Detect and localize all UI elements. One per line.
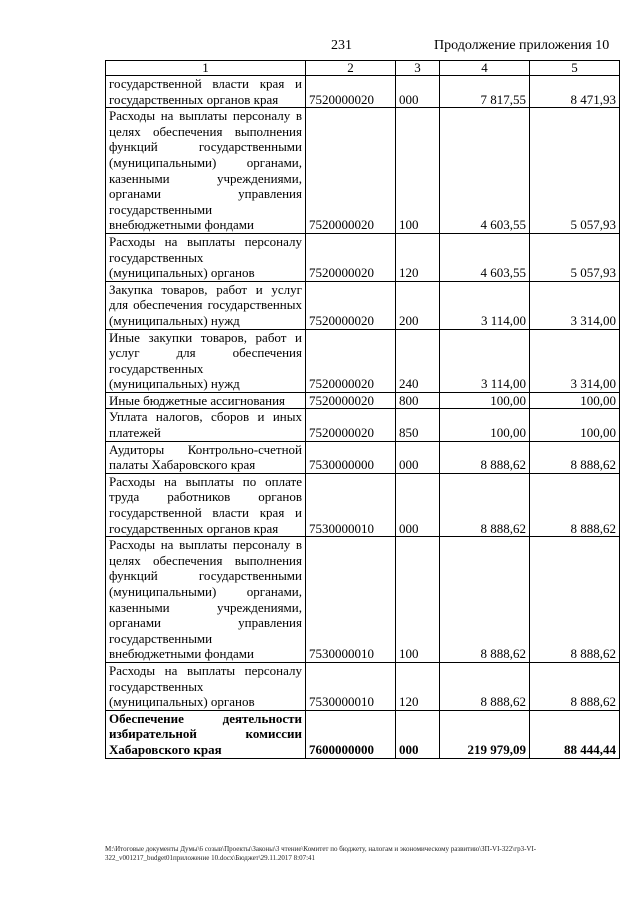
row-code-cell: 7520000020 xyxy=(306,329,396,392)
row-code-cell: 7530000010 xyxy=(306,662,396,710)
row-code-cell: 7520000020 xyxy=(306,409,396,441)
row-name-cell: Обеспечение деятельности избирательной комиссии Хабаровского края xyxy=(106,710,306,758)
row-code-cell: 7520000020 xyxy=(306,392,396,409)
column-header-4: 4 xyxy=(440,61,530,76)
row-amount-2018-cell: 8 888,62 xyxy=(440,473,530,536)
row-type-cell: 100 xyxy=(396,537,440,663)
row-name-cell: Расходы на выплаты персоналу государственных (муниципальных) органов xyxy=(106,233,306,281)
row-name-cell: Аудиторы Контрольно-счетной палаты Хабаровского края xyxy=(106,441,306,473)
row-type-cell: 240 xyxy=(396,329,440,392)
row-amount-2019-cell: 3 314,00 xyxy=(530,281,620,329)
row-name-cell: Иные закупки товаров, работ и услуг для обеспечения государственных (муниципальных) нужд xyxy=(106,329,306,392)
row-amount-2018-cell: 100,00 xyxy=(440,392,530,409)
document-path-footer: M:\Итоговые документы Думы\6 созыв\Проекты\Законы\3 чтение\Комитет по бюджету, налогам и экономическому развитию\ЗП-VI-322\гр3-VI-322_v001217_budget01приложение 10.docx\Бюджет\29.11.2017 8:07:41 xyxy=(105,845,537,862)
table-row xyxy=(106,662,620,710)
continuation-label: Продолжение приложения 10 xyxy=(434,38,610,53)
row-amount-2018-cell: 3 114,00 xyxy=(440,329,530,392)
row-name-cell: Расходы на выплаты персоналу в целях обеспечения выполнения функций государственными (муниципальными) органами, казенными учреждениями, органами управления государственными внебюджетными фондами xyxy=(106,537,306,663)
row-amount-2019-cell: 5 057,93 xyxy=(530,233,620,281)
row-type-cell: 100 xyxy=(396,108,440,234)
row-amount-2019-cell: 8 888,62 xyxy=(530,441,620,473)
row-name-cell: Расходы на выплаты персоналу в целях обеспечения выполнения функций государственными (муниципальными) органами, казенными учреждениями, органами управления государственными внебюджетными фондами xyxy=(106,108,306,234)
table-header-row xyxy=(106,61,620,76)
column-header-2: 2 xyxy=(306,61,396,76)
row-name-cell: Расходы на выплаты персоналу государственных (муниципальных) органов xyxy=(106,662,306,710)
row-amount-2018-cell: 219 979,09 xyxy=(440,710,530,758)
row-amount-2018-cell: 8 888,62 xyxy=(440,662,530,710)
row-amount-2018-cell: 100,00 xyxy=(440,409,530,441)
table-row xyxy=(106,409,620,441)
table-row xyxy=(106,473,620,536)
row-code-cell: 7530000010 xyxy=(306,473,396,536)
row-type-cell: 200 xyxy=(396,281,440,329)
table-row xyxy=(106,281,620,329)
table-row xyxy=(106,441,620,473)
table-row xyxy=(106,108,620,234)
row-type-cell: 800 xyxy=(396,392,440,409)
row-code-cell: 7530000000 xyxy=(306,441,396,473)
row-amount-2019-cell: 8 888,62 xyxy=(530,473,620,536)
table-row xyxy=(106,76,620,108)
row-amount-2019-cell: 100,00 xyxy=(530,409,620,441)
row-amount-2018-cell: 3 114,00 xyxy=(440,281,530,329)
row-amount-2019-cell: 8 471,93 xyxy=(530,76,620,108)
page-number: 231 xyxy=(331,38,352,53)
row-code-cell: 7520000020 xyxy=(306,281,396,329)
row-name-cell: государственной власти края и государственных органов края xyxy=(106,76,306,108)
row-amount-2018-cell: 8 888,62 xyxy=(440,441,530,473)
row-type-cell: 850 xyxy=(396,409,440,441)
table-row xyxy=(106,392,620,409)
row-code-cell: 7520000020 xyxy=(306,76,396,108)
column-header-5: 5 xyxy=(530,61,620,76)
row-amount-2019-cell: 100,00 xyxy=(530,392,620,409)
column-header-1: 1 xyxy=(106,61,306,76)
row-type-cell: 000 xyxy=(396,441,440,473)
row-amount-2019-cell: 88 444,44 xyxy=(530,710,620,758)
row-amount-2019-cell: 5 057,93 xyxy=(530,108,620,234)
row-amount-2018-cell: 7 817,55 xyxy=(440,76,530,108)
table-row xyxy=(106,537,620,663)
row-name-cell: Иные бюджетные ассигнования xyxy=(106,392,306,409)
row-type-cell: 120 xyxy=(396,662,440,710)
row-type-cell: 000 xyxy=(396,710,440,758)
row-type-cell: 000 xyxy=(396,76,440,108)
column-header-3: 3 xyxy=(396,61,440,76)
table-row xyxy=(106,329,620,392)
row-amount-2018-cell: 4 603,55 xyxy=(440,233,530,281)
row-type-cell: 120 xyxy=(396,233,440,281)
row-type-cell: 000 xyxy=(396,473,440,536)
row-amount-2019-cell: 3 314,00 xyxy=(530,329,620,392)
row-amount-2018-cell: 4 603,55 xyxy=(440,108,530,234)
row-name-cell: Закупка товаров, работ и услуг для обеспечения государственных (муниципальных) нужд xyxy=(106,281,306,329)
row-code-cell: 7520000020 xyxy=(306,108,396,234)
table-row xyxy=(106,233,620,281)
row-name-cell: Уплата налогов, сборов и иных платежей xyxy=(106,409,306,441)
row-amount-2018-cell: 8 888,62 xyxy=(440,537,530,663)
row-name-cell: Расходы на выплаты по оплате труда работников органов государственной власти края и государственных органов края xyxy=(106,473,306,536)
row-amount-2019-cell: 8 888,62 xyxy=(530,537,620,663)
budget-table xyxy=(105,60,620,759)
row-amount-2019-cell: 8 888,62 xyxy=(530,662,620,710)
table-row xyxy=(106,710,620,758)
table-body xyxy=(106,76,620,759)
row-code-cell: 7530000010 xyxy=(306,537,396,663)
row-code-cell: 7600000000 xyxy=(306,710,396,758)
row-code-cell: 7520000020 xyxy=(306,233,396,281)
